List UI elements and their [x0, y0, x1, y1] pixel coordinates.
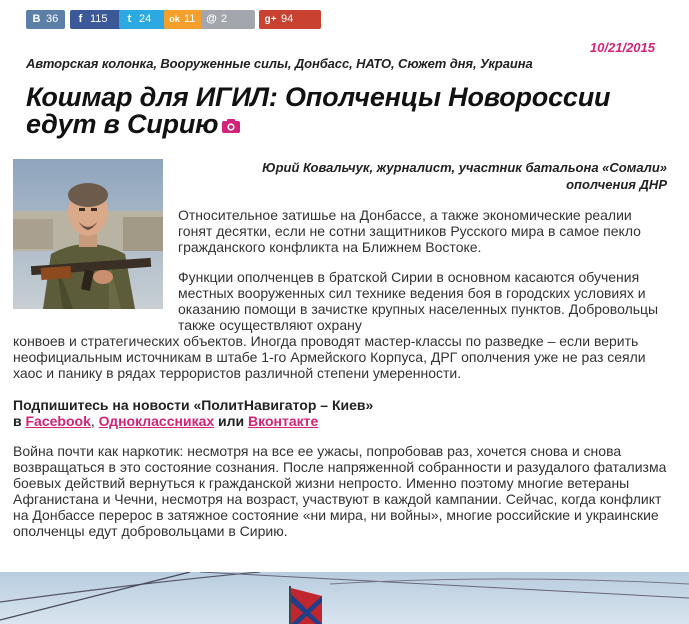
mailru-share-button[interactable]: [201, 10, 255, 29]
article-photo: [0, 572, 689, 624]
facebook-count: 115: [90, 13, 108, 25]
article-title-text: Кошмар для ИГИЛ: Ополченцы Новороссии едут в Сирию: [26, 82, 611, 139]
article-title: [26, 84, 666, 138]
paragraph-2-part-a: Функции ополченцев в братской Сирии в основном касаются обучения местных вооруженных сил технике ведения боя в городских условиях и оказанию помощи в зачистке крупных населенных пунктов. Добровольцы также осуществляют охрану: [178, 269, 659, 333]
article-categories[interactable]: Авторская колонка, Вооруженные силы, Донбасс, НАТО, Сюжет дня, Украина: [26, 56, 533, 71]
googleplus-count: 94: [281, 13, 294, 25]
subscribe-in: в: [13, 413, 22, 429]
facebook-icon: f: [78, 13, 83, 25]
vk-share-button[interactable]: [26, 10, 65, 29]
odnoklassniki-count: 11: [184, 13, 196, 25]
subscribe-comma: ,: [90, 413, 95, 429]
mailru-icon: @: [206, 13, 217, 25]
googleplus-share-button[interactable]: [259, 10, 321, 29]
paragraph-3: Война почти как наркотик: несмотря на все ее ужасы, попробовав раз, хочется снова и снова возвращаться в это состояние сознания. После напряженной собранности и разудалого фатализма боевых действий вернуться к гражданской жизни непросто. Именно поэтому многие ветераны Афганистана и Чечни, несмотря на возраст, участвуют в каждой кампании. Сейчас, когда конфликт на Донбассе перерос в затяжное состояние «ни мира, ни войны», многие российские и украинские ополченцы едут добровольцами в Сирию.: [13, 443, 667, 539]
vk-icon: B: [32, 13, 41, 25]
twitter-count: 24: [139, 13, 152, 25]
mailru-count: 2: [221, 13, 228, 25]
vk-count: 36: [46, 13, 59, 25]
subscribe-heading: Подпишитесь на новости «ПолитНавигатор – Киев»: [13, 397, 374, 413]
subscribe-block: [13, 397, 673, 429]
vkontakte-link[interactable]: Вконтакте: [248, 413, 319, 429]
subscribe-or: или: [218, 413, 245, 429]
twitter-icon: t: [127, 13, 132, 25]
author-byline-line1: Юрий Ковальчук, журналист, участник батальона «Сомали»: [262, 160, 667, 175]
paragraph-1: Относительное затишье на Донбассе, а также экономические реалии гонят десятки, если не сотни защитников Русского мира в самое пекло гражданского конфликта на Ближнем Востоке.: [178, 207, 641, 255]
odnoklassniki-icon: ok: [169, 14, 180, 24]
paragraph-2: [13, 269, 673, 381]
odnoklassniki-link[interactable]: Одноклассниках: [98, 413, 215, 429]
article-date: 10/21/2015: [589, 40, 655, 55]
googleplus-icon: g+: [264, 14, 277, 25]
camera-icon: [222, 119, 240, 133]
author-byline: [227, 159, 667, 193]
author-byline-line2: ополчения ДНР: [566, 177, 667, 192]
paragraph-2-part-b: конвоев и стратегических объектов. Иногда проводят мастер-классы по разведке – если верить неофициальным источникам в штабе 1-го Армейского Корпуса, ДРГ ополчения уже не раз сеяли хаос и панику в рядах террористов различной степени умеренности.: [13, 333, 646, 381]
facebook-link[interactable]: Facebook: [25, 413, 91, 429]
